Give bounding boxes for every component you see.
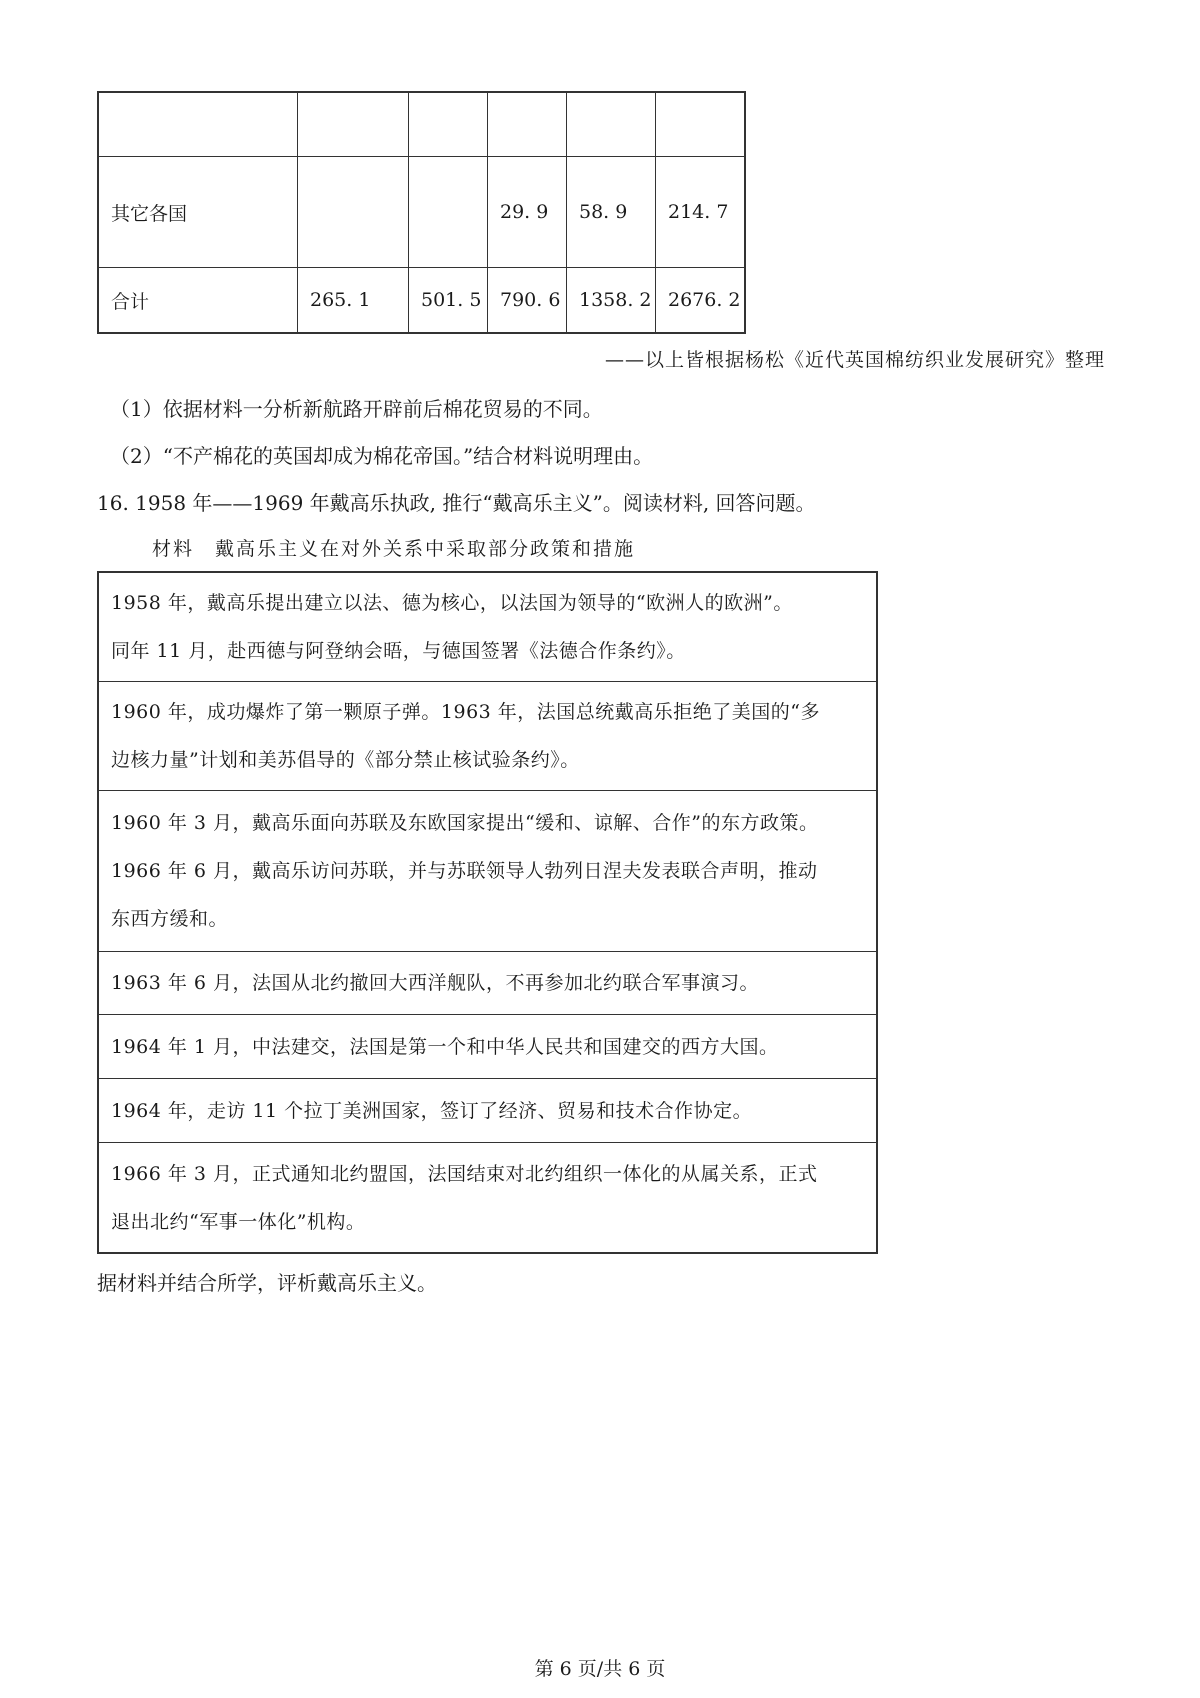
policy-cell [98,1143,877,1254]
question-16-intro: 16. 1958 年——1969 年戴高乐执政, 推行“戴高乐主义”。阅读材料, 回答问题。 [97,491,816,515]
table-row [98,952,877,1015]
table-row [98,1079,877,1143]
policy-line: 退出北约“军事一体化”机构。 [111,1210,366,1233]
table-cell: 790. 6 [488,268,567,334]
table-cell: 1358. 2 [567,268,656,334]
table-cell: 265. 1 [298,268,409,334]
policy-line: 边核力量”计划和美苏倡导的《部分禁止核试验条约》。 [111,749,580,771]
table-cell: 501. 5 [409,268,488,334]
row-label [98,92,298,157]
table-row [98,791,877,952]
policy-line: 东西方缓和。 [111,908,229,930]
table-cell [298,157,409,268]
policy-line: 1960 年，成功爆炸了第一颗原子弹。1963 年，法国总统戴高乐拒绝了美国的“多 [111,701,821,723]
policy-line: 同年 11 月，赴西德与阿登纳会晤，与德国签署《法德合作条约》。 [111,640,686,662]
page-footer: 第 6 页/共 6 页 [534,1658,666,1680]
policy-line: 1966 年 6 月，戴高乐访问苏联，并与苏联领导人勃列日涅夫发表联合声明，推动 [111,860,818,882]
table-row [98,682,877,791]
table-cell: 214. 7 [656,157,746,268]
source-note: ——以上皆根据杨松《近代英国棉纺织业发展研究》整理 [604,349,1105,371]
table-cell [409,157,488,268]
table-cell [488,92,567,157]
policy-line: 1964 年 1 月，中法建交，法国是第一个和中华人民共和国建交的西方大国。 [111,1035,779,1058]
table-row [98,157,745,268]
table-row [98,572,877,682]
table-row [98,92,745,157]
question-1: （1）依据材料一分析新航路开辟前后棉花贸易的不同。 [110,397,603,421]
table-cell [409,92,488,157]
row-label: 合计 [98,268,298,334]
table-row [98,1015,877,1079]
question-16-prompt: 据材料并结合所学，评析戴高乐主义。 [97,1271,437,1295]
policy-line: 1960 年 3 月，戴高乐面向苏联及东欧国家提出“缓和、谅解、合作”的东方政策。 [111,812,819,834]
policy-cell [98,952,877,1015]
cotton-trade-table [97,91,746,334]
table-cell: 2676. 2 [656,268,746,334]
table-cell [567,92,656,157]
row-label: 其它各国 [98,157,298,268]
table-cell [656,92,746,157]
question-2: （2）“不产棉花的英国却成为棉花帝国。”结合材料说明理由。 [110,444,654,468]
policy-line: 1958 年，戴高乐提出建立以法、德为核心，以法国为领导的“欧洲人的欧洲”。 [111,592,793,614]
policy-cell [98,1079,877,1143]
table-cell [298,92,409,157]
policy-cell [98,682,877,791]
policy-cell [98,791,877,952]
table-cell: 29. 9 [488,157,567,268]
table-row [98,1143,877,1254]
policy-line: 1963 年 6 月，法国从北约撤回大西洋舰队，不再参加北约联合军事演习。 [111,972,760,994]
table-row [98,268,745,334]
policy-cell [98,572,877,682]
policy-line: 1966 年 3 月，正式通知北约盟国，法国结束对北约组织一体化的从属关系，正式 [111,1162,818,1185]
policy-cell [98,1015,877,1079]
policy-line: 1964 年，走访 11 个拉丁美洲国家，签订了经济、贸易和技术合作协定。 [111,1099,753,1122]
table-cell: 58. 9 [567,157,656,268]
material-caption: 材料 戴高乐主义在对外关系中采取部分政策和措施 [152,538,636,560]
de-gaulle-policy-table [97,571,878,1254]
